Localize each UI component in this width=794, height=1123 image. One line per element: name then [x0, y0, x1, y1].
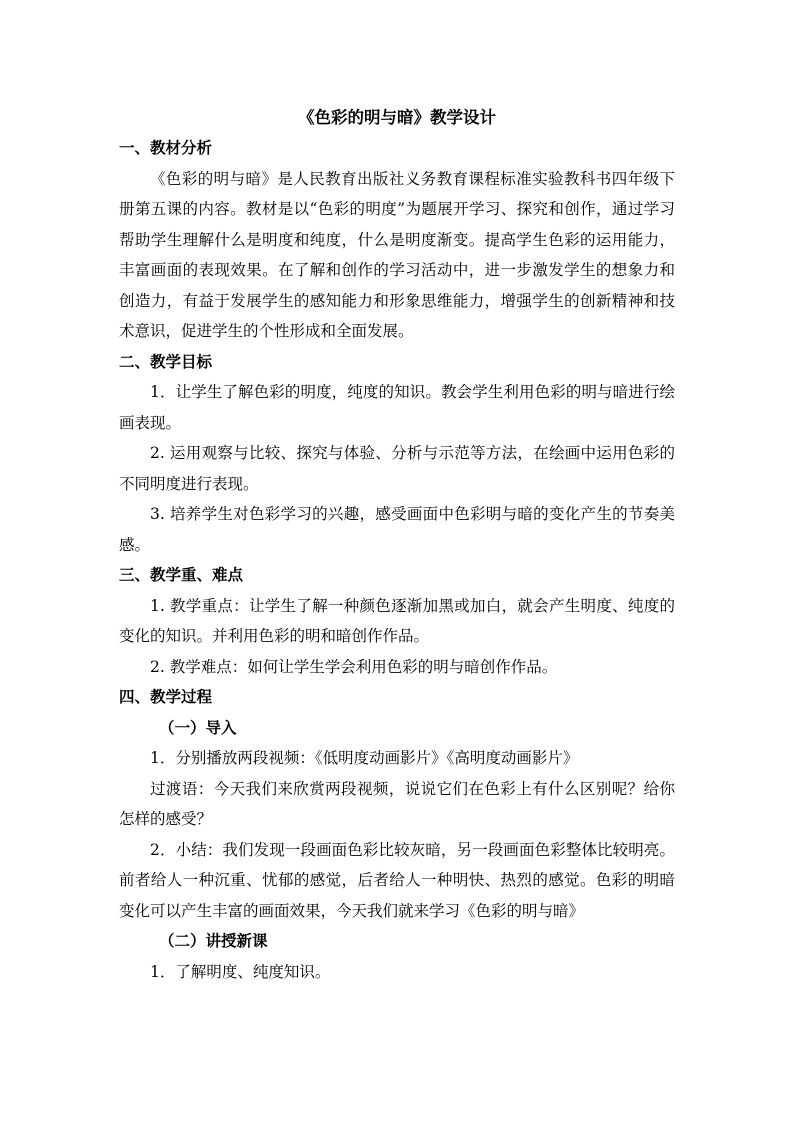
- paragraph: 3. 培养学生对色彩学习的兴趣，感受画面中色彩明与暗的变化产生的节奏美感。: [119, 505, 675, 554]
- section-heading-teaching-goals: 二、教学目标: [119, 351, 213, 371]
- document-body: [119, 103, 675, 987]
- paragraph: 2. 教学难点：如何让学生学会利用色彩的明与暗创作作品。: [150, 657, 558, 676]
- section-heading-textbook-analysis: 一、教材分析: [119, 138, 213, 157]
- section-heading-key-points: 三、教学重、难点: [119, 565, 244, 584]
- subsection-heading-new-lesson: （二）讲授新课: [159, 931, 268, 950]
- section-heading-teaching-process: 四、教学过程: [119, 687, 213, 706]
- paragraph: 1. 教学重点：让学生了解一种颜色逐渐加黑或加白，就会产生明度、纯度的变化的知识。并利用色彩的明和暗创作作品。: [119, 596, 675, 645]
- paragraph: 1．分别播放两段视频：《低明度动画影片》《高明度动画影片》: [150, 749, 579, 767]
- subsection-heading-introduction: （一）导入: [159, 717, 237, 737]
- paragraph: 2．小结：我们发现一段画面色彩比较灰暗，另一段画面色彩整体比较明亮。前者给人一种沉重、忧郁的感觉，后者给人一种明快、热烈的感觉。色彩的明暗变化可以产生丰富的画面效果，今天我们就来学习《色彩的明与暗》: [119, 840, 675, 920]
- paragraph: 过渡语：今天我们来欣赏两段视频，说说它们在色彩上有什么区别呢？给你怎样的感受？: [119, 779, 675, 828]
- document-title: 《色彩的明与暗》教学设计: [298, 108, 496, 127]
- paragraph: 1．让学生了解色彩的明度，纯度的知识。教会学生利用色彩的明与暗进行绘画表现。: [119, 383, 675, 432]
- paragraph: 1．了解明度、纯度知识。: [150, 962, 331, 981]
- paragraph: 2. 运用观察与比较、探究与体验、分析与示范等方法，在绘画中运用色彩的不同明度进行表现。: [119, 444, 675, 493]
- paragraph: 《色彩的明与暗》是人民教育出版社义务教育课程标准实验教科书四年级下册第五课的内容。教材是以“色彩的明度”为题展开学习、探究和创作，通过学习帮助学生理解什么是明度和纯度，什么是明度渐变。提高学生色彩的运用能力，丰富画面的表现效果。在了解和创作的学习活动中，进一步激发学生的想象力和创造力，有益于发展学生的感知能力和形象思维能力，增强学生的创新精神和技术意识，促进学生的个性形成和全面发展。: [119, 169, 675, 340]
